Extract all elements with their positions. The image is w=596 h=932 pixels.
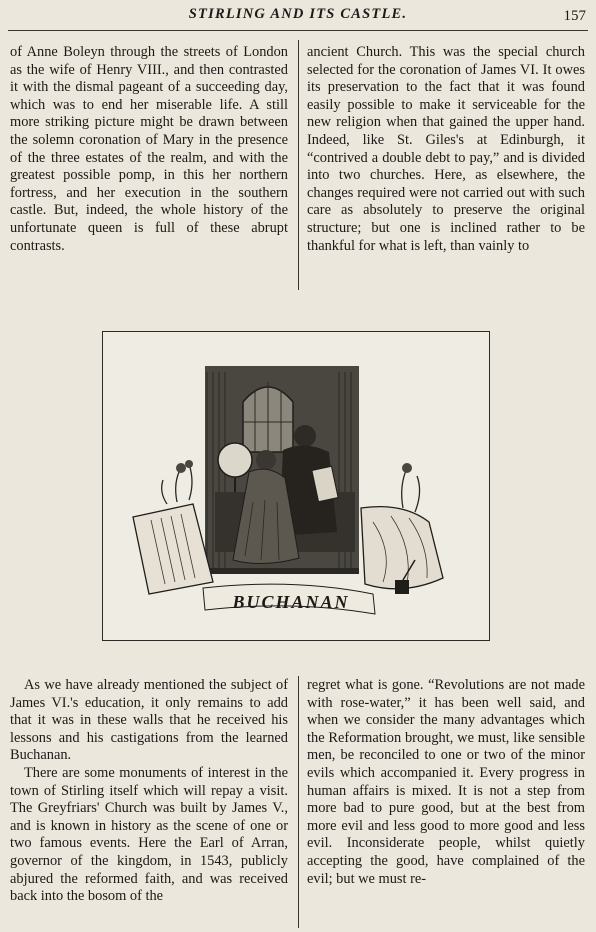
page-number: 157 [563, 8, 586, 24]
upper-left-column [10, 44, 288, 255]
inkpot [395, 580, 409, 594]
pupil-head [256, 450, 276, 470]
header-rule [8, 30, 588, 31]
lower-right-column [307, 677, 585, 888]
illustration-caption: BUCHANAN [232, 592, 350, 612]
globe [218, 443, 252, 477]
upper-right-paragraph: ancient Church. This was the special church selected for the coronation of James VI. It owes its preservation to the fact that it was found easily possible to make it serviceable for the new religion when that gained the upper hand. Indeed, like St. Giles's at Edinburgh, it “contrived a double debt to pay,” and is divided into two churches. Here, as elsewhere, the changes required were not carried out with such care as absolutely to preserve the original structure; but one is inclined rather to be thankful for what is left, than vainly to [307, 44, 585, 254]
running-title: STIRLING AND ITS CASTLE. [188, 6, 408, 22]
upper-column-divider [298, 40, 299, 290]
page-header [0, 4, 596, 28]
right-drapery [361, 507, 443, 589]
floor [205, 568, 359, 574]
upper-left-paragraph: of Anne Boleyn through the streets of London as the wife of Henry VIII., and then contrasted it with the dismal pageant of a succeeding day, which was to end her miserable life. A still more striking picture might be drawn between the solemn coronation of Mary in the presence of the three estates of the realm, and with the greatest possible pomp, in this her northern fortress, and her execution in the southern castle. But, indeed, the whole history of the unfortunate queen is full of these abrupt contrasts. [10, 44, 288, 254]
engraving-drawing [103, 332, 489, 640]
lower-left-paragraph-1: As we have already mentioned the subject of James VI.'s education, it only remains to add that it was in these walls that he received his lessons and his castigations from the learned Buchanan. [10, 677, 288, 764]
buchanan-illustration [102, 331, 490, 641]
lower-column-divider [298, 676, 299, 928]
tutor-head [294, 425, 316, 447]
right-plants [402, 468, 420, 512]
lower-left-column [10, 677, 288, 906]
lower-left-paragraph-2: There are some monuments of interest in the town of Stirling itself which will repay a visit. The Greyfriars' Church was built by James V., and is known in history as the scene of one or two famous events. Here the Earl of Arran, governor of the kingdom, in 1543, publicly abjured the reformed faith, and was received back into the bosom of the [10, 764, 288, 905]
left-scroll [133, 504, 213, 594]
lower-right-paragraph: regret what is gone. “Revolutions are not made with rose-water,” it has been well said, and when we consider the many advantages which the Reformation brought, we must, like sensible men, be reconciled to one or two of the minor evils which accompanied it. Every progress in human affairs is mixed. It is not a step from more bad to pure good, but at the best from more evil and less good to more good and less evil. Inconsiderate people, whilst quietly accepting the good, have complained of the evil; but we must re- [307, 677, 585, 887]
upper-right-column [307, 44, 585, 255]
